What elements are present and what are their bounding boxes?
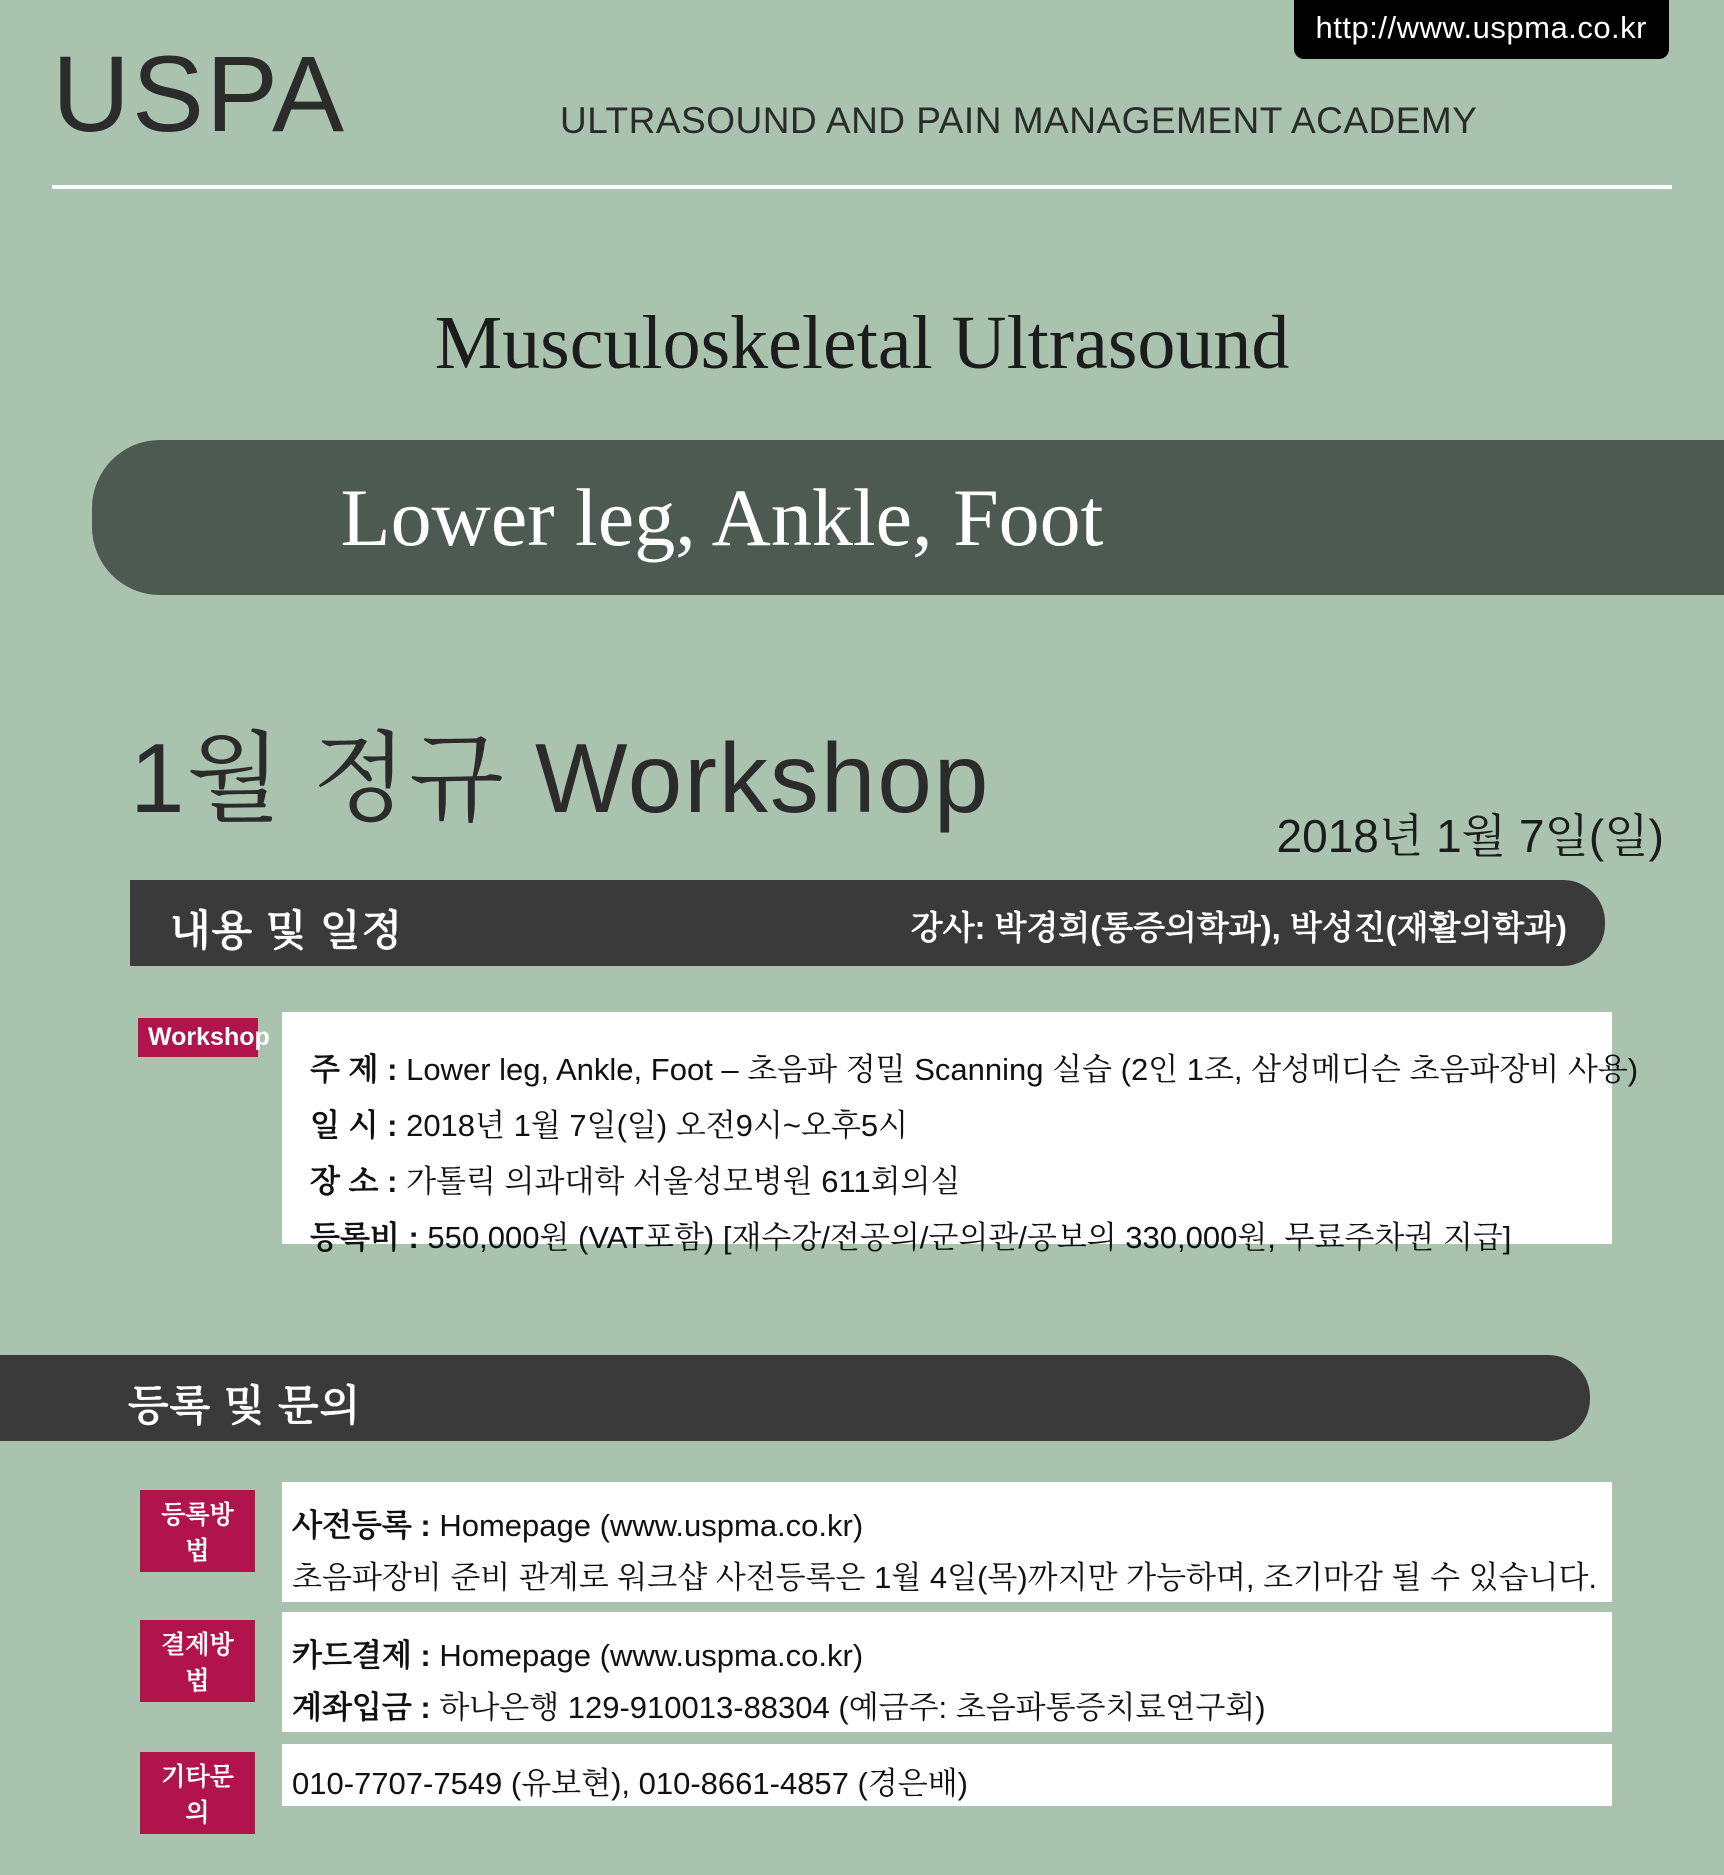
registration-note-row bbox=[292, 1552, 1597, 1597]
schedule-row-datetime bbox=[310, 1100, 908, 1145]
schedule-row-venue-value: 가톨릭 의과대학 서울성모병원 611회의실 bbox=[406, 1164, 961, 1199]
tag-registration-method: 등록방법 bbox=[140, 1490, 255, 1572]
payment-transfer-label: 계좌입금 : bbox=[292, 1690, 431, 1725]
logo-text: USPA bbox=[52, 33, 347, 154]
tag-workshop: Workshop bbox=[138, 1018, 258, 1057]
header-divider bbox=[52, 185, 1672, 189]
schedule-row-topic-label: 주 제 : bbox=[310, 1052, 398, 1087]
other-inquiry-value: 010-7707-7549 (유보현), 010-8661-4857 (경은배) bbox=[292, 1766, 969, 1801]
other-inquiry-box bbox=[282, 1744, 1612, 1806]
website-url-badge[interactable]: http://www.uspma.co.kr bbox=[1294, 0, 1669, 59]
schedule-row-datetime-label: 일 시 : bbox=[310, 1108, 398, 1143]
schedule-row-fee-label: 등록비 : bbox=[310, 1220, 419, 1255]
section-header-schedule bbox=[130, 880, 1605, 966]
payment-transfer-row bbox=[292, 1682, 1266, 1727]
schedule-row-fee-value: 550,000원 (VAT포함) [재수강/전공의/군의관/공보의 330,000원, 무료주차권 지급] bbox=[427, 1220, 1512, 1255]
workshop-heading: 1월 정규 Workshop bbox=[130, 723, 991, 833]
registration-pre-row bbox=[292, 1500, 863, 1545]
schedule-row-topic-value: Lower leg, Ankle, Foot – 초음파 정밀 Scanning 실습 (2인 1조, 삼성메디슨 초음파장비 사용) bbox=[406, 1052, 1639, 1087]
page-title: Musculoskeletal Ultrasound bbox=[434, 301, 1290, 385]
registration-note-value: 초음파장비 준비 관계로 워크샵 사전등록은 1월 4일(목)까지만 가능하며, 조기마감 될 수 있습니다. bbox=[292, 1560, 1598, 1595]
payment-method-box bbox=[282, 1612, 1612, 1732]
section-header-registration bbox=[0, 1355, 1590, 1441]
tag-payment-method: 결제방법 bbox=[140, 1620, 255, 1702]
payment-card-row bbox=[292, 1630, 863, 1675]
registration-pre-label: 사전등록 : bbox=[292, 1508, 431, 1543]
instructors-label: 강사: 박경희(통증의학과), 박성진(재활의학과) bbox=[910, 909, 1567, 946]
section-title-registration: 등록 및 문의 bbox=[128, 1382, 362, 1429]
subtitle-text: Lower leg, Ankle, Foot bbox=[340, 472, 1104, 563]
registration-method-box bbox=[282, 1482, 1612, 1602]
schedule-row-venue-label: 장 소 : bbox=[310, 1164, 398, 1199]
payment-transfer-value: 하나은행 129-910013-88304 (예금주: 초음파통증치료연구회) bbox=[439, 1690, 1266, 1725]
payment-card-value: Homepage (www.uspma.co.kr) bbox=[439, 1638, 864, 1673]
academy-name: ULTRASOUND AND PAIN MANAGEMENT ACADEMY bbox=[560, 100, 1478, 141]
workshop-date: 2018년 1월 7일(일) bbox=[1276, 810, 1664, 862]
schedule-row-venue bbox=[310, 1156, 960, 1201]
tag-other-inquiry: 기타문의 bbox=[140, 1752, 255, 1834]
section-title-schedule: 내용 및 일정 bbox=[170, 907, 404, 954]
payment-card-label: 카드결제 : bbox=[292, 1638, 431, 1673]
schedule-row-datetime-value: 2018년 1월 7일(일) 오전9시~오후5시 bbox=[406, 1108, 909, 1143]
schedule-box bbox=[282, 1012, 1639, 1255]
schedule-row-fee bbox=[310, 1212, 1511, 1257]
registration-pre-value: Homepage (www.uspma.co.kr) bbox=[439, 1508, 864, 1543]
schedule-row-topic bbox=[310, 1044, 1638, 1089]
other-inquiry-row bbox=[292, 1758, 968, 1803]
